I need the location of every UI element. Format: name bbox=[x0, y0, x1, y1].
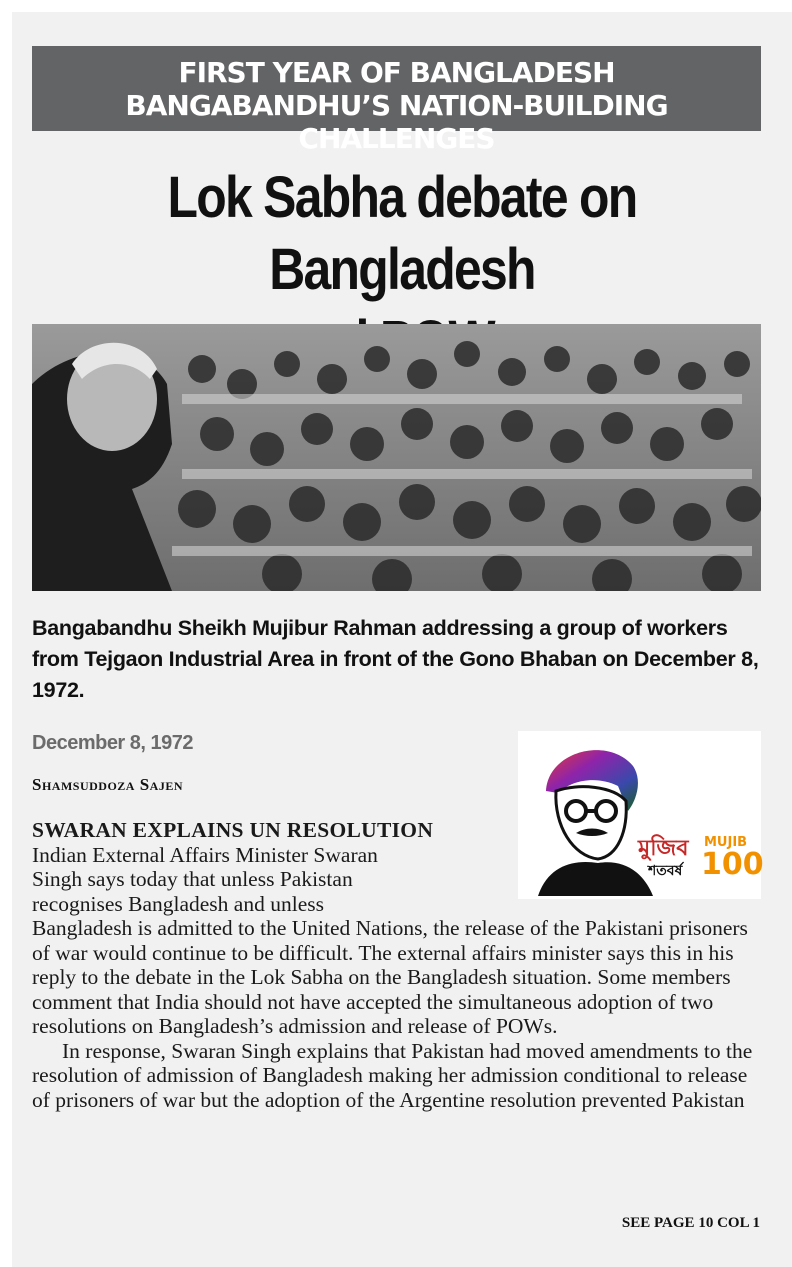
byline: Shamsuddoza Sajen bbox=[32, 775, 183, 794]
article-line: recognises Bangladesh and unless bbox=[32, 891, 324, 916]
article-paragraph: In response, Swaran Singh explains that Pakistan had moved amendments to the resolution of admission of Bangladesh making her admission conditional to release of prisoners of war but the adoption of the Argentine resolution prevented Pakistan bbox=[32, 1038, 753, 1112]
dateline: December 8, 1972 bbox=[32, 732, 194, 754]
article-paragraph: Bangladesh is admitted to the United Nations, the release of the Pakistani prisoners of war would continue to be difficult. The external affairs minister says this in his reply to the debate in the Lok Sabha on the Bangladesh situation. Some members comment that India should not have accepted the simultaneous adoption of two resolutions on Bangladesh’s admission and release of POWs. bbox=[32, 916, 748, 1038]
logo-latin-bottom: 100 bbox=[701, 847, 764, 882]
newspaper-page bbox=[12, 12, 792, 1267]
logo-bengali-bottom: শতবর্ষ bbox=[648, 863, 683, 879]
article-body bbox=[32, 818, 761, 1112]
banner-line-2: BANGABANDHU’S NATION-BUILDING CHALLENGES bbox=[125, 89, 668, 155]
article-line: Indian External Affairs Minister Swaran bbox=[32, 842, 378, 867]
logo-latin-top: MUJIB bbox=[704, 835, 748, 850]
article-subhead: SWARAN EXPLAINS UN RESOLUTION bbox=[32, 818, 434, 842]
continued-jump-line: SEE PAGE 10 COL 1 bbox=[621, 1215, 760, 1231]
headline-line-1: Lok Sabha debate on Bangladesh bbox=[167, 165, 637, 302]
section-banner bbox=[32, 46, 761, 155]
logo-bengali-top: মুজিব bbox=[638, 836, 689, 861]
news-photo bbox=[32, 324, 761, 591]
photo-caption: Bangabandhu Sheikh Mujibur Rahman addressing a group of workers from Tejgaon Industrial Area in front of the Gono Bhaban on December 8, 1972. bbox=[32, 616, 759, 702]
article-line: Singh says today that unless Pakistan bbox=[32, 867, 353, 891]
crowd-photo-image bbox=[32, 324, 761, 591]
banner-line-1: FIRST YEAR OF BANGLADESH bbox=[178, 56, 615, 89]
